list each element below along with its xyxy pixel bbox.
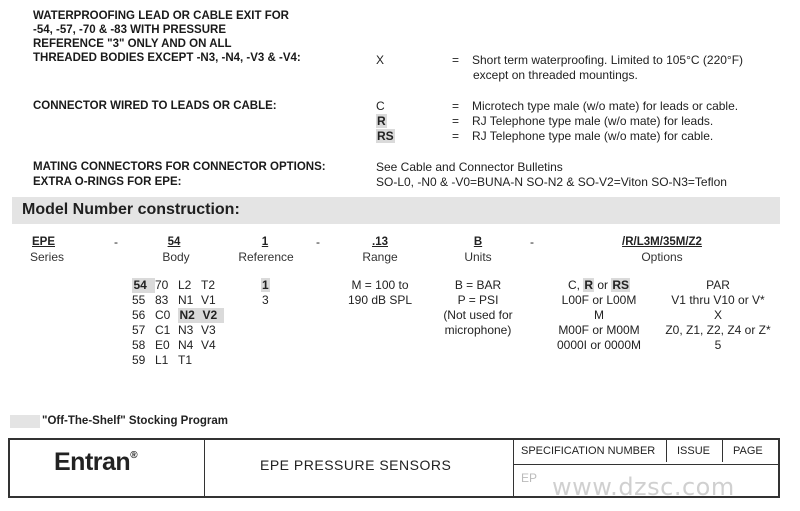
watermark: www.dzsc.com bbox=[552, 473, 735, 501]
orings-value: SO-L0, -N0 & -V0=BUNA-N SO-N2 & SO-V2=Viton SO-N3=Teflon bbox=[376, 175, 727, 189]
connector-eq: = bbox=[452, 99, 460, 113]
section-title: Model Number construction: bbox=[22, 201, 240, 218]
divider bbox=[722, 440, 723, 462]
options-right-values: PAR V1 thru V10 or V* X Z0, Z1, Z2, Z4 or Z* 5 bbox=[665, 278, 771, 352]
connector-eq: = bbox=[452, 129, 460, 143]
divider bbox=[204, 440, 205, 496]
waterproof-label: WATERPROOFING LEAD OR CABLE EXIT FOR -54, -57, -70 & -83 WITH PRESSURE REFERENCE "3" ONLY AND ON ALL THREADED BODIES EXCEPT -N3, -N4, -V3 & -V4: bbox=[33, 10, 301, 64]
range-code: .13 bbox=[372, 236, 388, 248]
options-left-values: C, R or RS L00F or L00M M M00F or M00M 0000I or 0000M bbox=[556, 278, 642, 352]
range-label: Range bbox=[362, 250, 398, 264]
spec-number-header: SPECIFICATION NUMBER bbox=[521, 445, 656, 457]
reference-values: 1 3 bbox=[262, 278, 269, 307]
body-row: 56 C0 N2 V2 bbox=[132, 308, 224, 323]
connector-desc-rs: RJ Telephone type male (w/o mate) for cable. bbox=[472, 129, 714, 143]
options-label: Options bbox=[641, 250, 683, 264]
entran-logo: Entran® bbox=[54, 448, 138, 476]
orings-label: EXTRA O-RINGS FOR EPE: bbox=[33, 176, 182, 188]
connector-code-c: C bbox=[376, 99, 385, 113]
waterproof-eq: = bbox=[452, 53, 460, 67]
connector-label: CONNECTOR WIRED TO LEADS OR CABLE: bbox=[33, 100, 277, 112]
product-title: EPE PRESSURE SENSORS bbox=[260, 457, 452, 473]
waterproof-desc: Short term waterproofing. Limited to 105°C (220°F) except on threaded mountings. bbox=[472, 53, 744, 82]
body-row: 59 L1 T1 bbox=[132, 353, 193, 367]
body-code: 54 bbox=[167, 236, 181, 248]
page-header: PAGE bbox=[733, 445, 763, 457]
separator-dash: - bbox=[530, 235, 534, 249]
body-label: Body bbox=[162, 250, 190, 264]
units-label: Units bbox=[464, 250, 492, 264]
separator-dash: - bbox=[114, 235, 118, 249]
connector-eq: = bbox=[452, 114, 460, 128]
divider bbox=[666, 440, 667, 462]
series-label: Series bbox=[30, 250, 65, 264]
stocking-bar bbox=[10, 415, 40, 428]
body-row: 58 E0 N4 V4 bbox=[132, 338, 216, 352]
units-code: B bbox=[473, 236, 483, 248]
series-code: EPE bbox=[32, 236, 56, 248]
range-values: M = 100 to 190 dB SPL bbox=[347, 278, 413, 307]
spec-number-value: EP bbox=[521, 471, 538, 485]
body-row: 54 70 L2 T2 bbox=[133, 278, 216, 292]
connector-desc-c: Microtech type male (w/o mate) for leads or cable. bbox=[472, 99, 739, 113]
mating-label: MATING CONNECTORS FOR CONNECTOR OPTIONS: bbox=[33, 161, 326, 173]
mating-value: See Cable and Connector Bulletins bbox=[376, 160, 563, 174]
stocking-program: "Off-The-Shelf" Stocking Program bbox=[42, 415, 228, 427]
units-values: B = BAR P = PSI (Not used for microphone) bbox=[443, 278, 513, 337]
connector-desc-r: RJ Telephone type male (w/o mate) for leads. bbox=[472, 114, 714, 128]
body-row: 57 C1 N3 V3 bbox=[132, 323, 216, 337]
reference-label: Reference bbox=[238, 250, 294, 264]
connector-code-rs: RS bbox=[377, 129, 394, 143]
issue-header: ISSUE bbox=[677, 445, 711, 457]
body-row: 55 83 N1 V1 bbox=[132, 293, 216, 307]
divider bbox=[513, 440, 514, 496]
connector-code-r: R bbox=[377, 114, 386, 128]
options-code: /R/L3M/35M/Z2 bbox=[622, 236, 702, 248]
separator-dash: - bbox=[316, 235, 320, 249]
body-grid bbox=[132, 278, 224, 368]
divider bbox=[513, 464, 778, 465]
reference-code: 1 bbox=[261, 236, 269, 248]
waterproof-code: X bbox=[376, 53, 385, 67]
